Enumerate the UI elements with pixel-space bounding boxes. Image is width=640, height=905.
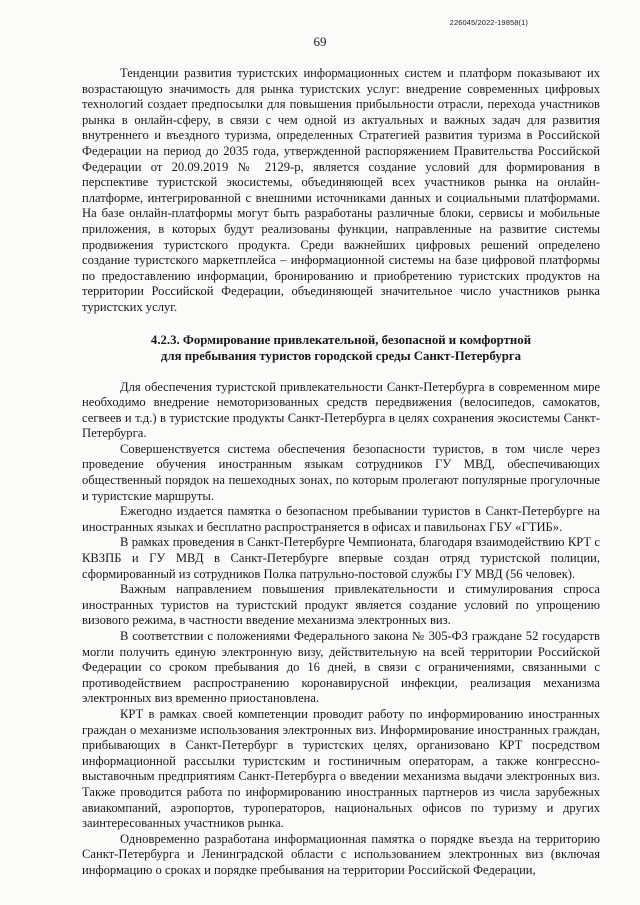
paragraph-tourist-police: В рамках проведения в Санкт-Петербурге Чемпионата, благодаря взаимодействию КРТ с КВЗПБ и ГУ МВД в Санкт-Петербурге впервые создан отряд туристской полиции, сформированный из сотрудников Полка патрульно-постовой службы ГУ МВД (56 человек). bbox=[82, 535, 600, 581]
section-heading-line-2: для пребывания туристов городской среды Санкт-Петербурга bbox=[160, 348, 522, 363]
section-heading-line-1: 4.2.3. Формирование привлекательной, безопасной и комфортной bbox=[150, 332, 532, 347]
section-heading bbox=[82, 332, 600, 364]
paragraph-non-motorized-transport: Для обеспечения туристской привлекательности Санкт-Петербурга в современном мире необходимо внедрение немоторизованных средств передвижения (велосипедов, самокатов, сегвеев и т.д.) в туристские продукты Санкт-Петербурга в целях сохранения экосистемы Санкт-Петербурга. bbox=[82, 379, 600, 441]
paragraph-evisa-information: КРТ в рамках своей компетенции проводит работу по информированию иностранных граждан о механизме использования электронных виз. Информирование иностранных граждан, прибывающих в Санкт-Петербург в туристских целях, организовано КРТ посредством информационной рассылки туристским и гостиничным операторам, а также конгрессно-выставочным предприятиям Санкт-Петербурга о введении механизма выдачи электронных виз. Также проводится работа по информированию иностранных партнеров из числа зарубежных авиакомпаний, аэропортов, туроператоров, национальных офисов по туризму и других заинтересованных участников рынка. bbox=[82, 706, 600, 831]
paragraph-tourist-safety: Совершенствуется система обеспечения безопасности туристов, в том числе через проведение обучения иностранным языкам сотрудников ГУ МВД, обеспечивающих общественный порядок на пешеходных зонах, по которым пролегают популярные прогулочные и туристские маршруты. bbox=[82, 441, 600, 503]
paragraph-information-memo: Одновременно разработана информационная памятка о порядке въезда на территорию Санкт-Петербурга и Ленинградской области с использованием электронных виз (включая информацию о сроках и порядке пребывания на территории Российской Федерации, bbox=[82, 831, 600, 877]
document-body bbox=[82, 66, 600, 879]
paragraph-safety-memo: Ежегодно издается памятка о безопасном пребывании туристов в Санкт-Петербурге на иностранных языках и бесплатно распространяется в офисах и павильонах ГБУ «ГТИБ». bbox=[82, 504, 600, 534]
document-registration-code: 226045/2022-19858(1) bbox=[449, 18, 528, 27]
paragraph-digital-platforms: Тенденции развития туристских информационных систем и платформ показывают их возрастающую значимость для рынка туристских услуг: внедрение современных цифровых технологий создает предпосылки для повышения прибыльности отрасли, перехода участников рынка в онлайн-сферу, в связи с чем одной из актуальных и важных задач для развития внутреннего и въездного туризма, определенных Стратегией развития туризма в Российской Федерации на период до 2035 года, утвержденной распоряжением Правительства Российской Федерации от 20.09.2019 № 2129-р, является создание условий для формирования в перспективе туристской экосистемы, объединяющей всех участников рынка на онлайн-платформе, интегрированной с внешними источниками данных и социальными платформами. На базе онлайн-платформы могут быть разработаны различные блоки, сервисы и мобильные приложения, в которых будут реализованы функции, направленные на развитие системы продвижения туристского продукта. Среди важнейших цифровых решений определено создание туристского маркетплейса – информационной системы на базе цифровой платформы по предоставлению информации, бронированию и приобретению туристских продуктов на территории Российской Федерации, объединяющей значительное число участников рынка туристских услуг. bbox=[82, 66, 600, 314]
paragraph-visa-simplification: Важным направлением повышения привлекательности и стимулирования спроса иностранных туристов на туристский продукт является создание условий по упрощению визового режима, в частности введение механизма электронных виз. bbox=[82, 582, 600, 628]
paragraph-federal-law: В соответствии с положениями Федерального закона № 305-ФЗ граждане 52 государств могли получить единую электронную визу, действительную на всей территории Российской Федерации со сроком пребывания до 16 дней, в связи с ограничениями, связанными с противодействием распространению коронавирусной инфекции, реализация механизма электронных виз временно приостановлена. bbox=[82, 629, 600, 706]
page-number: 69 bbox=[313, 34, 327, 49]
